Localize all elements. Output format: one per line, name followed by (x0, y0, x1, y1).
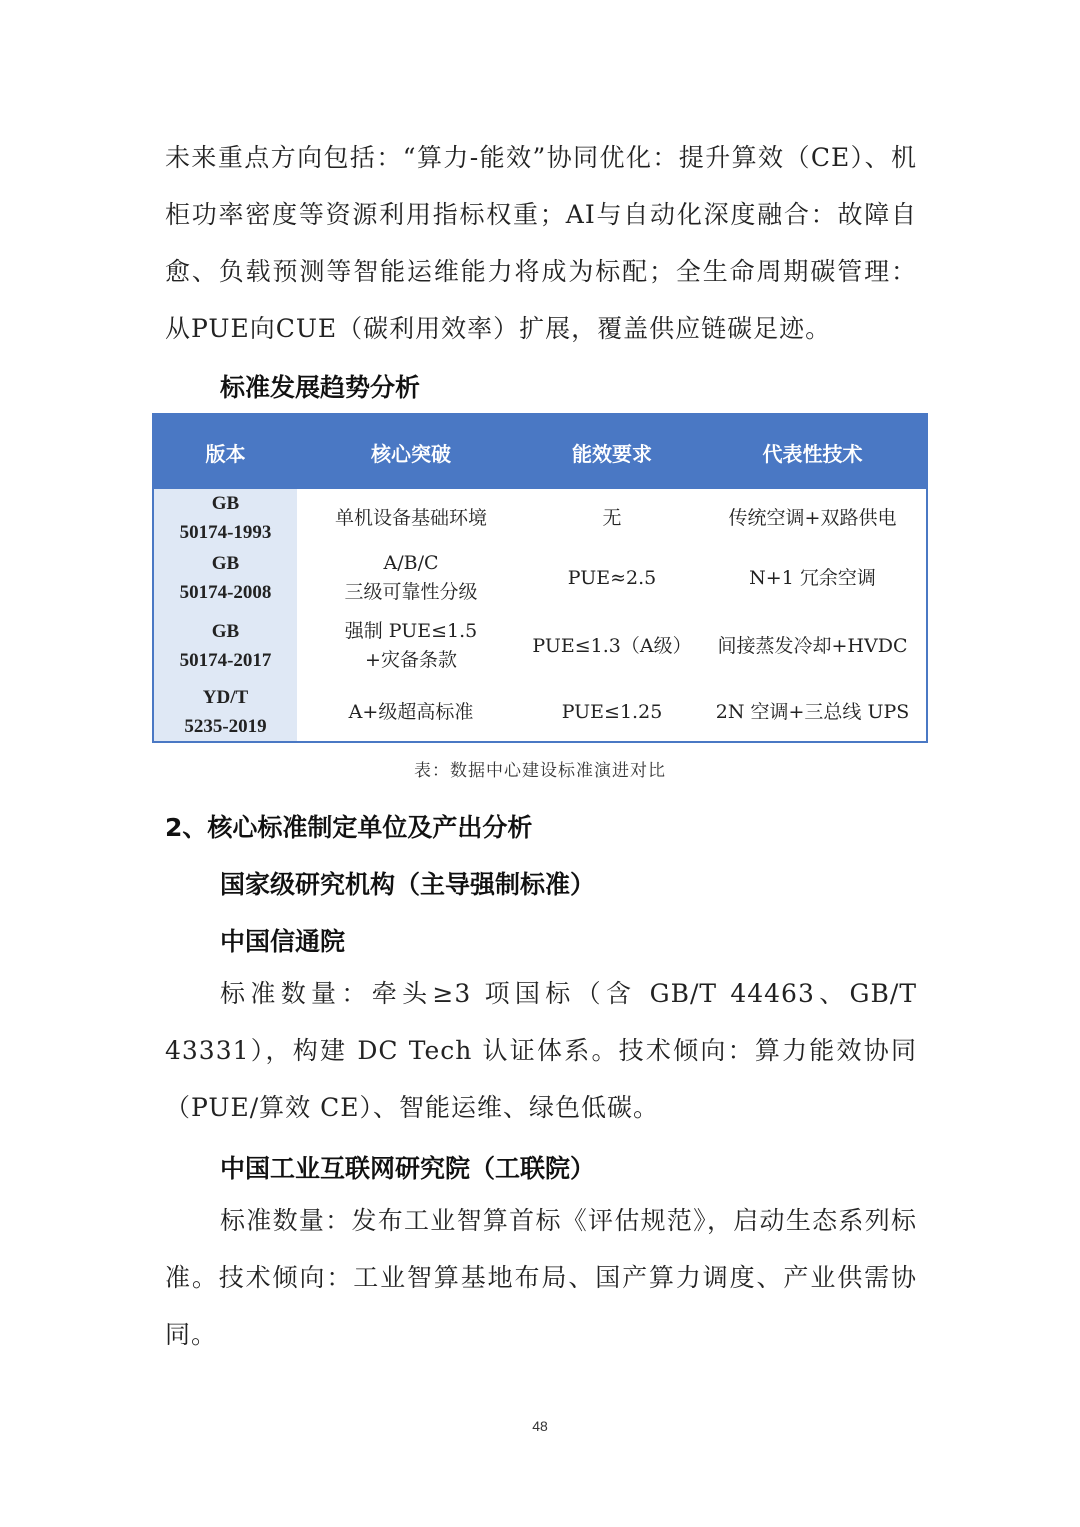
efficiency-cell: PUE≤1.3（A级） (532, 634, 692, 657)
version-cell: GB 50174-1993 (154, 489, 297, 547)
efficiency-cell: PUE≈2.5 (567, 566, 657, 589)
aii-paragraph: 标准数量：发布工业智算首标《评估规范》，启动生态系列标准。技术倾向：工业智算基地布局、国产算力调度、产业供需协同。 (165, 1206, 917, 1349)
standards-table (152, 413, 928, 743)
header-technology: 代表性技术 (762, 441, 863, 466)
section2-heading: 2、核心标准制定单位及产出分析 (165, 813, 533, 842)
technology-cell: 2N 空调+三总线 UPS (715, 700, 910, 723)
page-number: 48 (532, 1418, 548, 1434)
trend-heading: 标准发展趋势分析 (220, 373, 421, 402)
header-breakthrough: 核心突破 (371, 441, 451, 466)
caict-paragraph: 标准数量：牵头≥3 项国标（含 GB/T 44463、GB/T 43331），构建 DC Tech 认证体系。技术倾向：算力能效协同（PUE/算效 CE）、智能运维、绿色低碳。 (165, 979, 917, 1122)
table-caption: 表：数据中心建设标准演进对比 (414, 761, 666, 781)
efficiency-cell: 无 (602, 506, 622, 529)
table-header-row (154, 415, 926, 489)
version-cell: GB 50174-2008 (154, 547, 297, 609)
table-row (154, 489, 926, 547)
technology-cell: N+1 冗余空调 (749, 566, 876, 589)
technology-cell: 间接蒸发冷却+HVDC (717, 634, 908, 657)
breakthrough-cell: 单机设备基础环境 (334, 506, 487, 529)
table-row (154, 683, 926, 741)
version-cell: GB 50174-2017 (154, 609, 297, 683)
intro-paragraph: 未来重点方向包括：“算力-能效”协同优化：提升算效（CE）、机柜功率密度等资源利用指标权重；AI与自动化深度融合：故障自愈、负载预测等智能运维能力将成为标配；全生命周期碳管理：从PUE向CUE（碳利用效率）扩展，覆盖供应链碳足迹。 (165, 143, 917, 343)
table-row (154, 547, 926, 609)
version-cell: YD/T 5235-2019 (154, 683, 297, 741)
efficiency-cell: PUE≤1.25 (561, 700, 663, 723)
header-efficiency: 能效要求 (572, 441, 652, 466)
national-institutes-heading: 国家级研究机构（主导强制标准） (220, 870, 596, 899)
header-version: 版本 (205, 441, 246, 466)
table-row (154, 609, 926, 683)
aii-heading: 中国工业互联网研究院（工联院） (220, 1154, 596, 1183)
breakthrough-cell: A/B/C 三级可靠性分级 (344, 552, 478, 603)
breakthrough-cell: 强制 PUE≤1.5 +灾备条款 (344, 620, 478, 671)
breakthrough-cell: A+级超高标准 (348, 700, 474, 723)
caict-heading: 中国信通院 (220, 927, 346, 956)
technology-cell: 传统空调+双路供电 (728, 506, 897, 529)
